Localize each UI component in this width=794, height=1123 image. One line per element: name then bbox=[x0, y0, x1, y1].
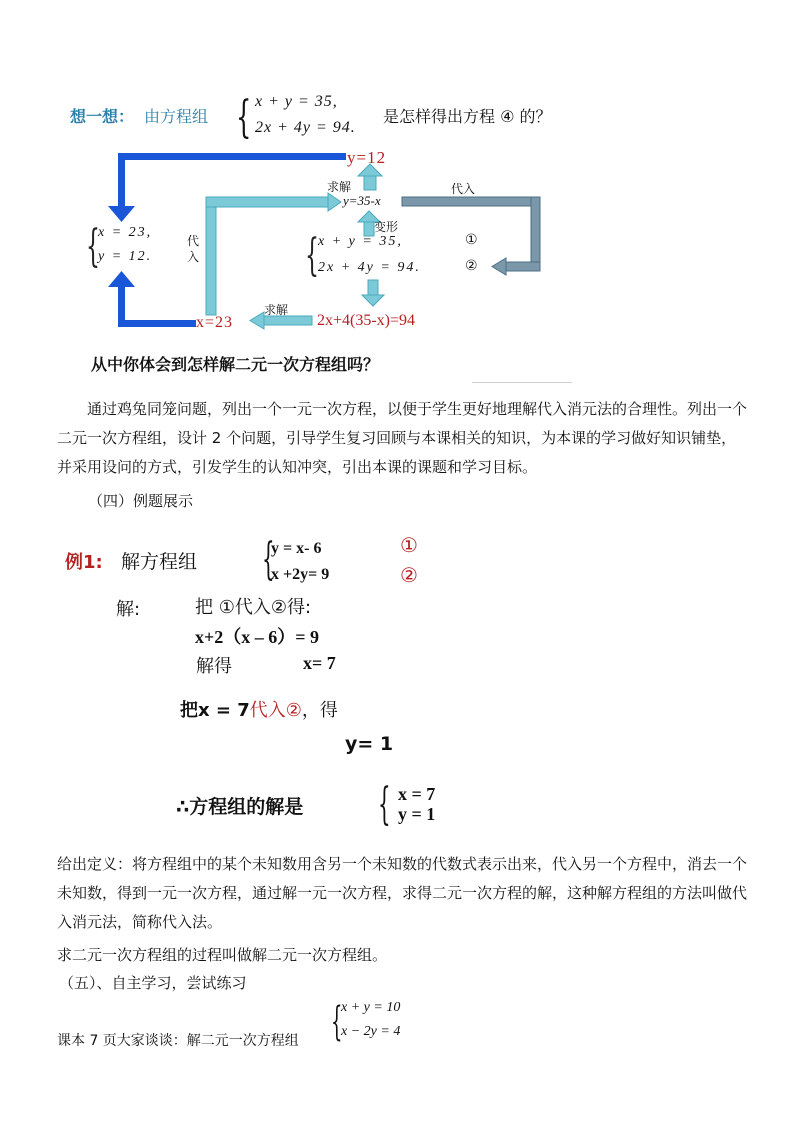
mid-sys-eq2: 2x + 4y = 94. bbox=[318, 260, 421, 275]
gray-top-bar bbox=[402, 197, 540, 206]
blue-up-arrowhead bbox=[108, 271, 135, 287]
conclusion-text: ∴方程组的解是 bbox=[176, 796, 304, 818]
blue-top-bar bbox=[118, 153, 346, 160]
blue-bottom-bar bbox=[118, 320, 196, 327]
section-5-title: （五）、自主学习，尝试练习 bbox=[59, 974, 247, 992]
mid-mark-2: ② bbox=[465, 258, 478, 274]
y-result: y=12 bbox=[347, 148, 387, 167]
think-question-end: 的？ bbox=[519, 107, 552, 126]
conclusion-brace: { bbox=[378, 779, 391, 830]
solution-step-5: y= 1 bbox=[345, 733, 394, 755]
substitute-top-label: 代入 bbox=[451, 182, 476, 196]
solution-step-3a: 解得 bbox=[196, 656, 232, 677]
mid-brace: { bbox=[305, 230, 319, 281]
substitute-vertical-label: 代入 bbox=[187, 234, 200, 264]
teal-right-arrowhead bbox=[328, 193, 341, 211]
definition-2: 求二元一次方程组的过程叫做解二元一次方程组。 bbox=[57, 946, 388, 964]
step-4-part-b: 代入② bbox=[249, 700, 302, 721]
experience-question: 从中你体会到怎样解二元一次方程组吗？ bbox=[91, 355, 380, 374]
solution-step-1: 把 ①代入②得: bbox=[195, 597, 312, 618]
example-label: 例1: bbox=[65, 552, 103, 573]
example-title: 解方程组 bbox=[121, 551, 198, 573]
solution-label: 解: bbox=[116, 599, 141, 620]
teal-column bbox=[206, 197, 216, 315]
definition-paragraph: 给出定义：将方程组中的某个未知数用含另一个未知数的代数式表示出来，代入另一个方程中，消去一个未知数，得到一元一次方程，通过解一元一次方程，求得二元一次方程的解，这种解方程组的方法叫做代入消元法，简称代入法。 bbox=[57, 855, 748, 931]
think-label: 想一想： bbox=[70, 107, 135, 126]
example-eq2: x +2y= 9 bbox=[271, 566, 330, 583]
solution-step-2: x+2（x – 6）= 9 bbox=[195, 627, 320, 647]
section-4-title: （四）例题展示 bbox=[88, 492, 194, 510]
down-arrow-shaft bbox=[368, 280, 378, 296]
example-eq1: y = x- 6 bbox=[271, 540, 322, 557]
exercise-text: 课本 7 页大家谈谈：解二元一次方程组 bbox=[57, 1033, 299, 1049]
think-question-circle: ④ bbox=[500, 107, 515, 126]
example-mark-1: ① bbox=[400, 533, 418, 557]
left-arrowhead bbox=[250, 312, 264, 329]
x-result: x=23 bbox=[196, 314, 234, 331]
exercise-eq1: x + y = 10 bbox=[341, 1000, 401, 1015]
exercise-eq2: x − 2y = 4 bbox=[341, 1024, 401, 1039]
gray-left-arrowhead bbox=[492, 258, 506, 275]
example-mark-2: ② bbox=[400, 563, 418, 587]
mid-sys-eq1: x + y = 35, bbox=[318, 234, 403, 249]
think-question-start: 是怎样得出方程 bbox=[383, 107, 496, 126]
conclusion-sol-2: y = 1 bbox=[398, 804, 436, 824]
y-expression: y=35-x bbox=[343, 193, 381, 208]
teal-top-bar bbox=[206, 197, 330, 207]
paragraph-1: 通过鸡兔同笼问题，列出一个一元一次方程，以便于学生更好地理解代入消元法的合理性。列出一个二元一次方程组，设计 2 个问题，引导学生复习回顾与本课相关的知识，为本课的学习做好知识铺垫，并采用设问的方式，引发学生的认知冲突，引出本课的课题和学习目标。 bbox=[57, 400, 748, 476]
blue-down-arrowhead bbox=[108, 206, 135, 222]
substituted-equation: 2x+4(35-x)=94 bbox=[317, 312, 416, 329]
example-brace: { bbox=[262, 534, 275, 585]
separator-line bbox=[472, 382, 572, 383]
solve-top-label: 求解 bbox=[327, 180, 352, 194]
conclusion-sol-1: x = 7 bbox=[398, 784, 436, 804]
step-4-part-c: ，得 bbox=[301, 700, 338, 721]
mid-mark-1: ① bbox=[465, 232, 478, 248]
think-brace: { bbox=[236, 92, 252, 143]
gray-bottom-bar bbox=[504, 262, 540, 271]
left-brace: { bbox=[86, 221, 100, 272]
step-4-part-a: 把x = 7 bbox=[180, 700, 250, 721]
transform-label: 变形 bbox=[374, 220, 399, 234]
solution-step-3b: x= 7 bbox=[303, 653, 336, 673]
exercise-brace: { bbox=[331, 999, 343, 1045]
solution-step-4 bbox=[180, 696, 338, 722]
think-eq2: 2x + 4y = 94. bbox=[255, 119, 356, 136]
solve-bottom-label: 求解 bbox=[264, 303, 289, 317]
left-sys-eq2: y = 12. bbox=[98, 249, 153, 264]
blue-bottom-rise bbox=[118, 285, 125, 327]
think-eq1: x + y = 35, bbox=[255, 93, 338, 110]
gray-right-col bbox=[531, 197, 540, 271]
down-arrowhead bbox=[362, 295, 384, 306]
flow-diagram bbox=[0, 0, 794, 360]
left-sys-eq1: x = 23, bbox=[98, 225, 153, 240]
blue-top-drop bbox=[118, 153, 125, 209]
think-prefix: 由方程组 bbox=[144, 107, 209, 126]
